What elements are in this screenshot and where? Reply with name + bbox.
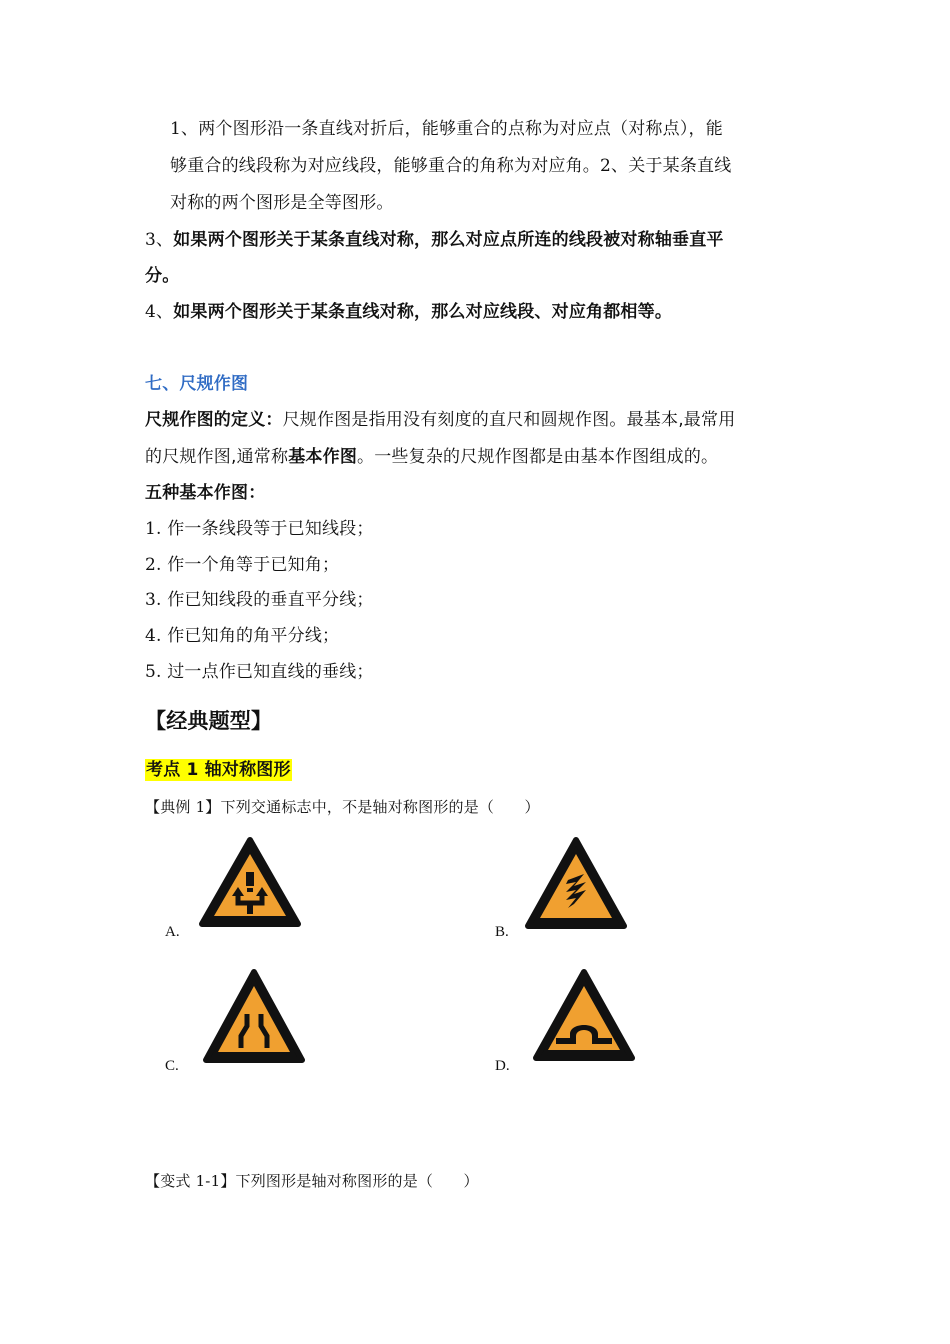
example-label: 【典例 1】 xyxy=(145,798,221,816)
definition-text-2b: 。一些复杂的尺规作图都是由基本作图组成的。 xyxy=(357,447,719,467)
property-3-line-2: 分。 xyxy=(145,266,180,286)
basic-constructions-title: 五种基本作图： xyxy=(145,483,266,503)
classic-problems-title: 【经典题型】 xyxy=(145,709,273,733)
property-4-text: 如果两个图形关于某条直线对称，那么对应线段、对应角都相等。 xyxy=(173,302,673,322)
road-narrows-sign-icon[interactable] xyxy=(202,968,306,1064)
topic-highlight: 考点 1 轴对称图形 xyxy=(146,760,291,780)
basic-list-item: 5. 过一点作已知直线的垂线； xyxy=(145,662,374,682)
example-question-text: 下列交通标志中，不是轴对称图形的是（ ） xyxy=(220,798,540,816)
section-heading: 七、尺规作图 xyxy=(145,374,249,394)
property-1-line-3: 对称的两个图形是全等图形。 xyxy=(170,193,394,213)
definition-label: 尺规作图的定义： xyxy=(145,410,283,430)
basic-list-item: 2. 作一个角等于已知角； xyxy=(145,555,340,575)
definition-bold-term: 基本作图 xyxy=(288,447,358,467)
property-3-text: 如果两个图形关于某条直线对称，那么对应点所连的线段被对称轴垂直平 xyxy=(173,230,724,250)
topic-heading xyxy=(145,759,292,781)
property-4-number: 4、 xyxy=(145,302,174,322)
definition-line-1 xyxy=(145,409,735,431)
speed-bump-sign-icon[interactable] xyxy=(532,968,636,1062)
property-1-line-2: 够重合的线段称为对应线段，能够重合的角称为对应角。2、关于某条直线 xyxy=(170,156,732,176)
basic-list-item: 1. 作一条线段等于已知线段； xyxy=(145,519,374,539)
definition-text-2a: 的尺规作图,通常称 xyxy=(145,447,289,467)
zigzag-sign-icon[interactable] xyxy=(524,836,628,930)
variant-question-text: 下列图形是轴对称图形的是（ ） xyxy=(235,1172,479,1190)
property-3-line-1 xyxy=(145,229,724,251)
diverging-arrows-sign-icon[interactable] xyxy=(198,836,302,928)
basic-list-item: 4. 作已知角的角平分线； xyxy=(145,626,340,646)
definition-line-2 xyxy=(145,446,718,468)
property-1-line-1: 1、两个图形沿一条直线对折后，能够重合的点称为对应点（对称点），能 xyxy=(170,119,723,139)
option-a-label[interactable]: A. xyxy=(165,924,180,940)
example-1-question xyxy=(145,797,540,817)
property-4 xyxy=(145,301,672,323)
option-b-label[interactable]: B. xyxy=(495,924,509,940)
variant-label: 【变式 1-1】 xyxy=(145,1172,236,1190)
option-d-label[interactable]: D. xyxy=(495,1058,510,1074)
definition-text-1: 尺规作图是指用没有刻度的直尺和圆规作图。最基本,最常用 xyxy=(282,410,736,430)
basic-list-item: 3. 作已知线段的垂直平分线； xyxy=(145,590,374,610)
option-c-label[interactable]: C. xyxy=(165,1058,179,1074)
variant-1-1-question xyxy=(145,1171,479,1191)
property-3-number: 3、 xyxy=(145,230,174,250)
